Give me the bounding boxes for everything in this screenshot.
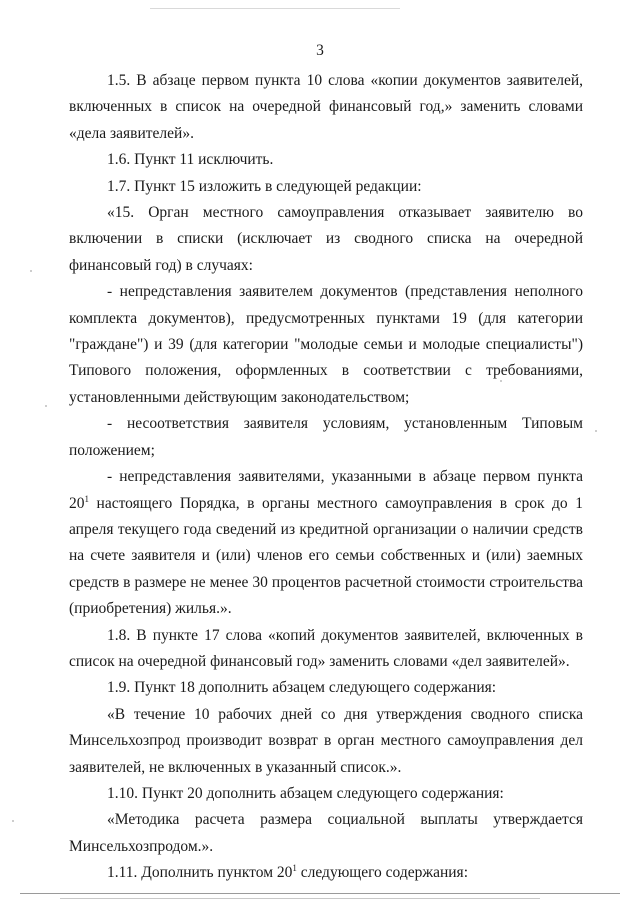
paragraph-1-11-start: 1.11. Дополнить пунктом 20	[107, 864, 293, 882]
paragraph-1-10: 1.10. Пункт 20 дополнить абзацем следующего содержания:	[107, 784, 504, 802]
scan-speck	[500, 380, 502, 382]
scan-speck	[30, 270, 32, 272]
paragraph-1-5: 1.5. В абзаце первом пункта 10 слова «копии документов заявителей, включенных в список на очередной финансовый год,» заменить словами «дела заявителей».	[69, 72, 583, 142]
paragraph-1-11-end: следующего содержания:	[296, 864, 468, 882]
scan-speck	[595, 430, 597, 432]
paragraph-18-addition: «В течение 10 рабочих дней со дня утверждения сводного списка Минсельхозпрод производит возврат в орган местного самоуправления дел заявителей, не включенных в указанный список.».	[69, 705, 583, 776]
paragraph-1-8: 1.8. В пункте 17 слова «копий документов заявителей, включенных в список на очередной финансовый год» заменить словами «дел заявителей».	[69, 626, 583, 670]
paragraph-15-item-c-end: настоящего Порядка, в органы местного самоуправления в срок до 1 апреля текущего года сведений из кредитной организации о наличии средств на счете заявителя и (или) членов его семьи собственных и (или) заемных средств в размере не менее 30 процентов расчетной стоимости строительства (приобретения) жилья.».	[69, 494, 583, 618]
document-body	[69, 68, 583, 887]
paragraph-1-9: 1.9. Пункт 18 дополнить абзацем следующего содержания:	[107, 679, 497, 697]
scan-artifact-bottom-faint	[60, 898, 540, 899]
scan-artifact-bottom	[20, 893, 620, 894]
scan-artifact-top	[150, 8, 400, 9]
paragraph-20-addition: «Методика расчета размера социальной выплаты утверждается Минсельхозпродом.».	[69, 811, 583, 855]
superscript-marker: 1	[292, 863, 297, 874]
scan-speck	[45, 405, 47, 407]
paragraph-15-item-a: - непредставления заявителем документов (представления неполного комплекта документов), предусмотренных пунктами 19 (для категории "граждане") и 39 (для категории "молодые семьи и молодые специалисты") Типового положения, оформленных в соответствии с требованиями, установленными действующим законодательством;	[69, 283, 583, 406]
paragraph-15-intro: «15. Орган местного самоуправления отказывает заявителю во включении в списки (исключает из сводного списка на очередной финансовый год) в случаях:	[69, 204, 583, 274]
scan-speck	[12, 820, 14, 822]
page-number: 3	[316, 42, 324, 59]
paragraph-15-item-c-start: - непредставления заявителями, указанными в абзаце первом пункта 20	[69, 468, 583, 512]
paragraph-1-11	[69, 860, 583, 886]
paragraph-15-item-b: - несоответствия заявителя условиям, установленным Типовым положением;	[69, 415, 583, 459]
superscript-marker: 1	[84, 493, 89, 504]
paragraph-15-item-c	[69, 464, 583, 622]
paragraph-1-7: 1.7. Пункт 15 изложить в следующей редакции:	[107, 177, 422, 195]
paragraph-1-6: 1.6. Пункт 11 исключить.	[107, 151, 274, 169]
